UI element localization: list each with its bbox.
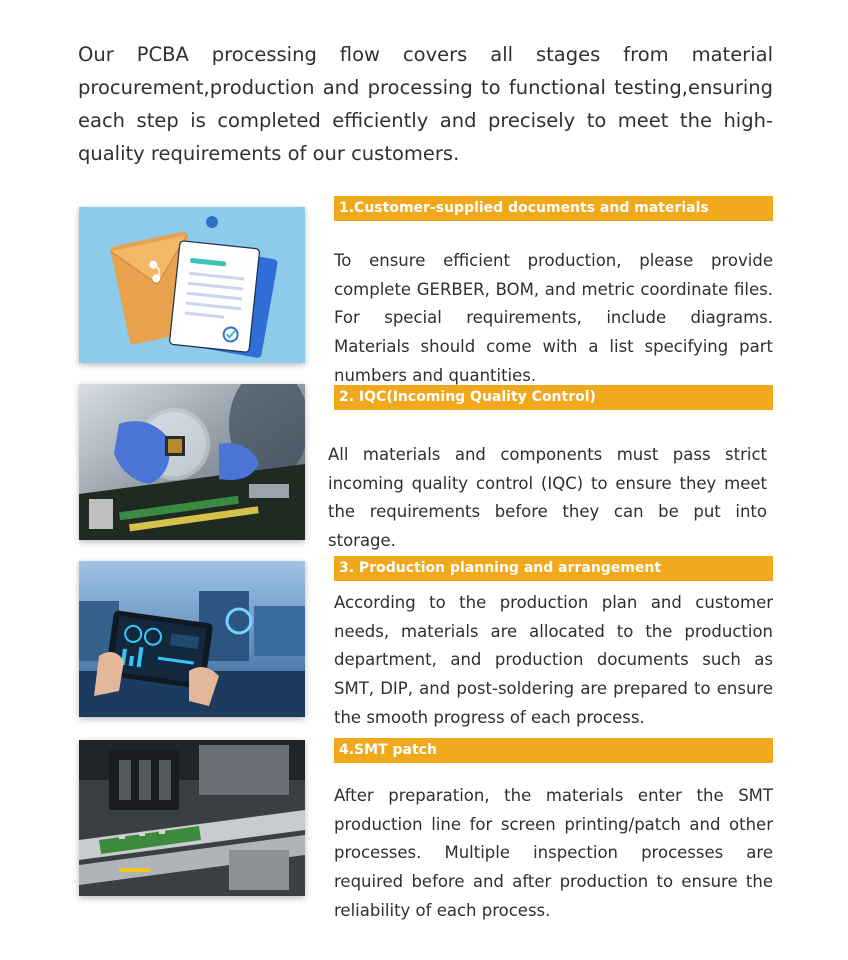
- step-1-description: To ensure efficient production, please provide complete GERBER, BOM, and metric coordinate files. For special requirements, include diagrams. Materials should come with a list specifying part numbers and quantities.: [334, 251, 773, 385]
- step-1-title: 1.Customer-supplied documents and materials: [334, 196, 773, 221]
- chip-inspection-photo-icon: [79, 384, 305, 540]
- documents-illustration-icon: [79, 207, 305, 363]
- intro-paragraph: Our PCBA processing flow covers all stages from material procurement,production and processing to functional testing,ensuring each step is completed efficiently and precisely to meet the high-quality requirements of our customers.: [78, 43, 773, 165]
- factory-tablet-photo-icon: [79, 561, 305, 717]
- step-2-title: 2. IQC(Incoming Quality Control): [334, 385, 773, 410]
- step-4-title: 4.SMT patch: [334, 738, 773, 763]
- step-2-description: All materials and components must pass strict incoming quality control (IQC) to ensure they meet the requirements before they can be put into storage.: [328, 445, 767, 551]
- smt-machine-photo-icon: [79, 740, 305, 896]
- step-4-description: After preparation, the materials enter the SMT production line for screen printing/patch and other processes. Multiple inspection processes are required before and after production to ensure the reliability of each process.: [334, 786, 773, 920]
- step-3-title: 3. Production planning and arrangement: [334, 556, 773, 581]
- step-3-description: According to the production plan and customer needs, materials are allocated to the production department, and production documents such as SMT, DIP, and post-soldering are prepared to ensure the smooth progress of each process.: [334, 593, 773, 727]
